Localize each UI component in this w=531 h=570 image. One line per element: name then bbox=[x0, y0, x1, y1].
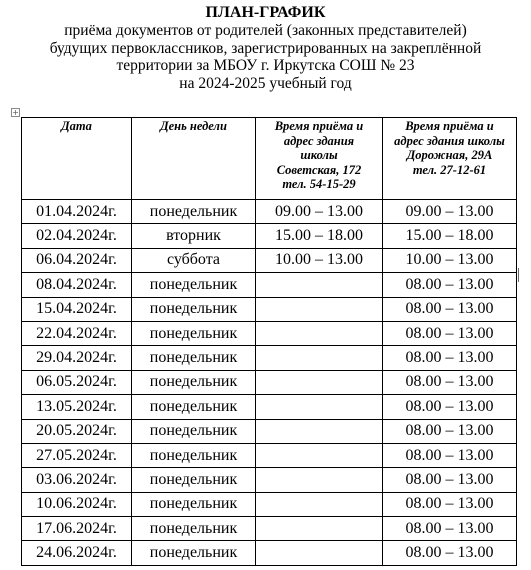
header-line: Время приёма и bbox=[274, 119, 364, 133]
header-line: Советская, 172 bbox=[276, 162, 362, 177]
table-row bbox=[22, 468, 517, 492]
cell-date: 27.05.2024г. bbox=[22, 443, 132, 467]
text-cursor-mark bbox=[518, 268, 519, 282]
table-header-row bbox=[22, 118, 517, 200]
cell-date: 01.04.2024г. bbox=[22, 200, 132, 224]
cell-date: 13.05.2024г. bbox=[22, 395, 132, 419]
cell-time-address-a: 09.00 – 13.00 bbox=[256, 200, 383, 224]
cell-time-address-b: 08.00 – 13.00 bbox=[383, 297, 517, 321]
cell-time-address-b: 09.00 – 13.00 bbox=[383, 200, 517, 224]
cell-time-address-a bbox=[256, 517, 383, 541]
cell-time-address-a: 15.00 – 18.00 bbox=[256, 224, 383, 248]
column-header-address-a bbox=[256, 118, 383, 200]
cell-time-address-b: 08.00 – 13.00 bbox=[383, 419, 517, 443]
schedule-body bbox=[22, 200, 517, 566]
move-handle-icon[interactable]: + bbox=[12, 108, 19, 117]
header-line: Дорожная, 29А bbox=[406, 148, 493, 162]
cell-weekday: понедельник bbox=[132, 468, 256, 492]
cell-date: 02.04.2024г. bbox=[22, 224, 132, 248]
cell-date: 24.06.2024г. bbox=[22, 541, 132, 565]
cell-time-address-b: 10.00 – 13.00 bbox=[383, 248, 517, 272]
cell-time-address-a: 10.00 – 13.00 bbox=[256, 248, 383, 272]
header-line: тел. 27-12-61 bbox=[412, 162, 487, 177]
cell-time-address-b: 15.00 – 18.00 bbox=[383, 224, 517, 248]
header-line: адрес здания школы bbox=[394, 133, 505, 148]
cell-time-address-a bbox=[256, 370, 383, 394]
cell-date: 15.04.2024г. bbox=[22, 297, 132, 321]
cell-weekday: понедельник bbox=[132, 443, 256, 467]
column-header-address-b bbox=[383, 118, 517, 200]
header-line: Время приёма и bbox=[405, 119, 494, 133]
header-line: школы bbox=[300, 148, 338, 162]
document-header bbox=[0, 4, 531, 92]
table-row bbox=[22, 224, 517, 248]
cell-time-address-a bbox=[256, 395, 383, 419]
table-row bbox=[22, 346, 517, 370]
cell-time-address-b: 08.00 – 13.00 bbox=[383, 370, 517, 394]
table-row bbox=[22, 492, 517, 516]
cell-time-address-b: 08.00 – 13.00 bbox=[383, 492, 517, 516]
cell-date: 22.04.2024г. bbox=[22, 321, 132, 345]
cell-time-address-b: 08.00 – 13.00 bbox=[383, 468, 517, 492]
cell-date: 06.04.2024г. bbox=[22, 248, 132, 272]
cell-time-address-b: 08.00 – 13.00 bbox=[383, 395, 517, 419]
table-row bbox=[22, 541, 517, 565]
cell-date: 08.04.2024г. bbox=[22, 273, 132, 297]
header-line: адрес здания bbox=[283, 133, 355, 148]
cell-weekday: понедельник bbox=[132, 492, 256, 516]
table-row bbox=[22, 395, 517, 419]
cell-time-address-b: 08.00 – 13.00 bbox=[383, 541, 517, 565]
subtitle-line: будущих первоклассников, зарегистрированных на закреплённой bbox=[49, 39, 482, 57]
cell-time-address-a bbox=[256, 541, 383, 565]
column-header-weekday: День недели bbox=[132, 118, 256, 200]
table-row bbox=[22, 297, 517, 321]
cell-date: 03.06.2024г. bbox=[22, 468, 132, 492]
cell-weekday: понедельник bbox=[132, 370, 256, 394]
cell-time-address-b: 08.00 – 13.00 bbox=[383, 321, 517, 345]
column-header-date: Дата bbox=[22, 118, 132, 200]
cell-weekday: понедельник bbox=[132, 419, 256, 443]
cell-time-address-b: 08.00 – 13.00 bbox=[383, 346, 517, 370]
cell-date: 20.05.2024г. bbox=[22, 419, 132, 443]
cell-weekday: понедельник bbox=[132, 273, 256, 297]
cell-weekday: понедельник bbox=[132, 297, 256, 321]
cell-weekday: понедельник bbox=[132, 200, 256, 224]
cell-time-address-b: 08.00 – 13.00 bbox=[383, 517, 517, 541]
cell-date: 17.06.2024г. bbox=[22, 517, 132, 541]
table-row bbox=[22, 419, 517, 443]
table-row bbox=[22, 248, 517, 272]
cell-time-address-a bbox=[256, 419, 383, 443]
cell-weekday: понедельник bbox=[132, 395, 256, 419]
cell-date: 29.04.2024г. bbox=[22, 346, 132, 370]
cell-weekday: понедельник bbox=[132, 346, 256, 370]
cell-weekday: суббота bbox=[132, 248, 256, 272]
table-row bbox=[22, 443, 517, 467]
cell-time-address-a bbox=[256, 297, 383, 321]
cell-time-address-a bbox=[256, 468, 383, 492]
subtitle-line: на 2024-2025 учебный год bbox=[179, 74, 352, 92]
table-row bbox=[22, 517, 517, 541]
cell-date: 10.06.2024г. bbox=[22, 492, 132, 516]
cell-time-address-b: 08.00 – 13.00 bbox=[383, 443, 517, 467]
schedule-table bbox=[21, 117, 517, 566]
cell-weekday: понедельник bbox=[132, 321, 256, 345]
cell-time-address-a bbox=[256, 346, 383, 370]
cell-time-address-a bbox=[256, 492, 383, 516]
cell-date: 06.05.2024г. bbox=[22, 370, 132, 394]
table-row bbox=[22, 200, 517, 224]
cell-time-address-b: 08.00 – 13.00 bbox=[383, 273, 517, 297]
subtitle-line: приёма документов от родителей (законных представителей) bbox=[64, 22, 467, 39]
cell-time-address-a bbox=[256, 273, 383, 297]
table-row bbox=[22, 370, 517, 394]
cell-time-address-a bbox=[256, 321, 383, 345]
subtitle-line: территории за МБОУ г. Иркутска СОШ № 23 bbox=[116, 57, 415, 74]
cell-weekday: вторник bbox=[132, 224, 256, 248]
table-row bbox=[22, 273, 517, 297]
header-line: тел. 54-15-29 bbox=[282, 177, 356, 191]
cell-weekday: понедельник bbox=[132, 517, 256, 541]
document-title: ПЛАН-ГРАФИК bbox=[205, 4, 326, 21]
cell-weekday: понедельник bbox=[132, 541, 256, 565]
cell-time-address-a bbox=[256, 443, 383, 467]
table-row bbox=[22, 321, 517, 345]
